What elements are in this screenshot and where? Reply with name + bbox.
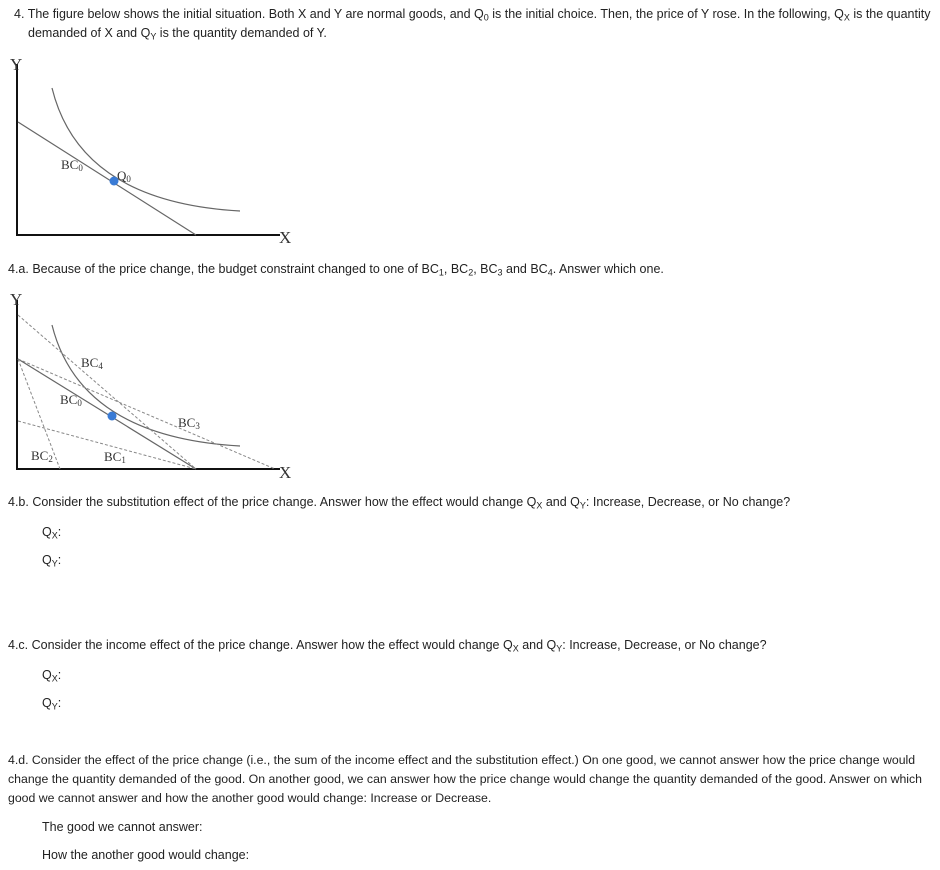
x-axis-label: X — [279, 463, 292, 482]
q4-intro-line2: demanded of X and $Q_Y$ is the quantity demanded of Y. — [28, 26, 327, 42]
q4c-qx-answer-label: $Q_X$: — [42, 668, 62, 684]
indifference-curve — [52, 88, 240, 211]
q4d-change-answer-label: How the another good would change: — [42, 848, 250, 862]
bc0-label: BC0 — [61, 157, 83, 173]
bc0-label: BC0 — [60, 392, 82, 408]
q0-label: Q0 — [117, 168, 131, 184]
q4c-qy-answer-label: $Q_Y$: — [42, 696, 62, 712]
budget-line-bc4 — [18, 315, 196, 469]
q4d-line1: 4.d. Consider the effect of the price change (i.e., the sum of the income effect and the substitution effect.) On one good, we cannot answer how the price change would — [8, 753, 916, 767]
y-axis-label: Y — [10, 55, 23, 74]
q4-number: 4. — [14, 7, 25, 21]
bc4-label: BC4 — [81, 355, 103, 371]
q4d-good-answer-label: The good we cannot answer: — [42, 820, 203, 834]
figure-initial-situation — [0, 52, 300, 252]
q4b-qx-answer-label: $Q_X$: — [42, 525, 62, 541]
bc3-label: BC3 — [178, 415, 200, 431]
budget-line-bc0 — [18, 122, 196, 235]
q4-intro-line1: 4. The figure below shows the initial situation. Both X and Y are normal goods, and $Q_0$ is the initial choice. Then, the price of Y rose. In the following, $Q_X$ is the quantity — [14, 7, 931, 23]
figure-budget-options — [0, 285, 300, 485]
x-axis-label: X — [279, 228, 292, 247]
q4b-qy-answer-label: $Q_Y$: — [42, 553, 62, 569]
q4-intro-text-a: The figure below shows the initial situation. Both X and Y are normal goods, and Q — [27, 7, 484, 21]
bc2-label: BC2 — [31, 448, 53, 464]
initial-choice-point — [108, 412, 117, 421]
q4c-text: 4.c. Consider the income effect of the price change. Answer how the effect would change $Q_X$ and $Q_Y$: Increase, Decrease, or No change? — [8, 638, 767, 654]
bc1-label: BC1 — [104, 449, 126, 465]
q4a-text: 4.a. Because of the price change, the budget constraint changed to one of $BC_1$, $BC_2$, $BC_3$ and $BC_4$. Answer which one. — [8, 262, 664, 278]
q4d-line3: good we cannot answer and how the another good would change: Increase or Decrease. — [8, 791, 492, 805]
q4d-text — [8, 751, 936, 808]
y-axis-label: Y — [10, 290, 23, 309]
q4b-text: 4.b. Consider the substitution effect of the price change. Answer how the effect would change $Q_X$ and $Q_Y$: Increase, Decrease, or No change? — [8, 495, 791, 511]
q4d-line2: change the quantity demanded of the good. On another good, we can answer how the price change would change the quantity demanded of the good. Answer on which — [8, 772, 923, 786]
budget-line-bc3 — [18, 359, 275, 469]
